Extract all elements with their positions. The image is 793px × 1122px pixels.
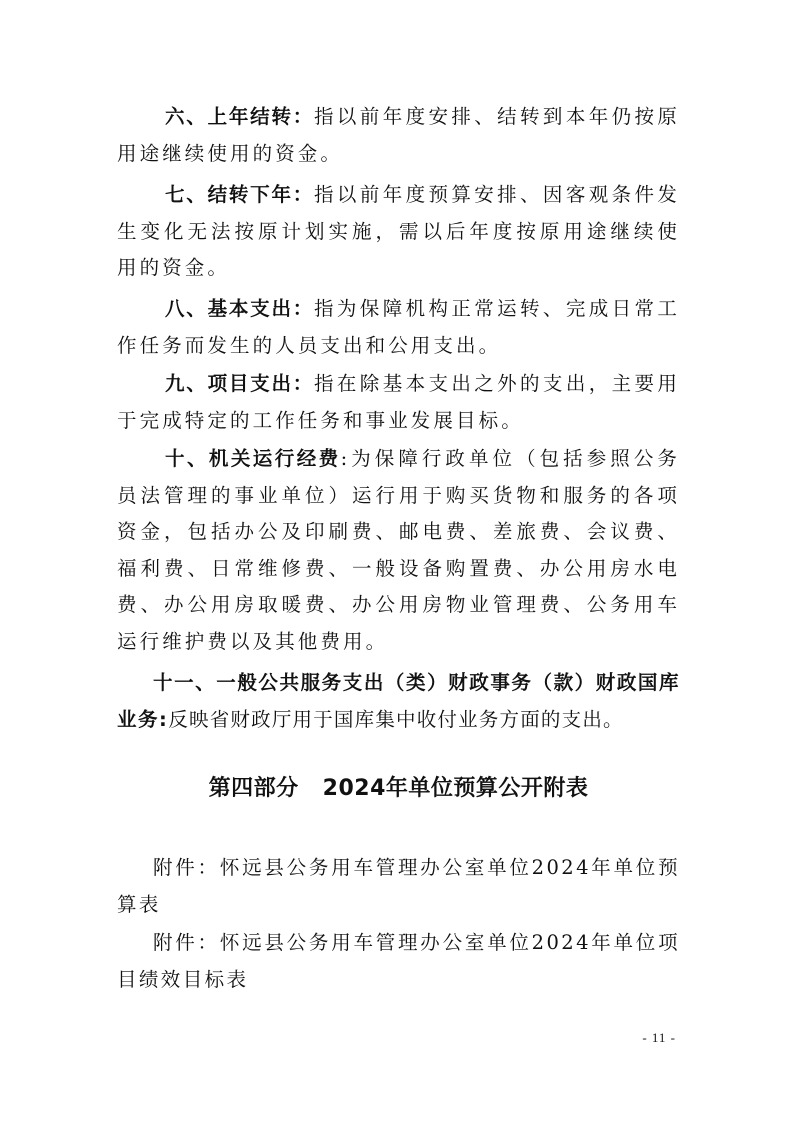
attachment-item: 附件：怀远县公务用车管理办公室单位2024年单位预算表 bbox=[117, 856, 680, 916]
definition-text: 指以前年度预算安排、因客观条件发生变化无法按原计划实施，需以后年度按原用途继续使用的资金。 bbox=[117, 183, 680, 279]
definition-text: 指为保障机构正常运转、完成日常工作任务而发生的人员支出和公用支出。 bbox=[117, 297, 680, 357]
page-number: - 11 - bbox=[642, 1030, 676, 1045]
definition-paragraph bbox=[117, 665, 680, 738]
definition-paragraph bbox=[117, 441, 680, 660]
definition-text: 指在除基本支出之外的支出，主要用于完成特定的工作任务和事业发展目标。 bbox=[117, 372, 680, 432]
definition-text: 指以前年度安排、结转到本年仍按原用途继续使用的资金。 bbox=[117, 105, 680, 165]
attachment-item: 附件：怀远县公务用车管理办公室单位2024年单位项目绩效目标表 bbox=[117, 931, 680, 991]
definition-term: 十、机关运行经费 bbox=[165, 447, 341, 470]
section-title: 2024年单位预算公开附表 bbox=[322, 776, 589, 801]
definition-paragraph bbox=[117, 99, 680, 172]
definition-term: 十一、一般公共服务支出（类）财政事务（款）财政国库业务: bbox=[117, 671, 680, 731]
section-heading bbox=[117, 773, 680, 805]
definition-text: 反映省财政厅用于国库集中收付业务方面的支出。 bbox=[168, 707, 624, 731]
definition-term: 九、项目支出： bbox=[165, 372, 315, 395]
definition-term: 八、基本支出： bbox=[165, 297, 315, 320]
definition-term: 六、上年结转： bbox=[165, 105, 315, 128]
section-part-label: 第四部分 bbox=[208, 776, 299, 801]
definition-paragraph bbox=[117, 366, 680, 439]
definition-paragraph bbox=[117, 177, 680, 287]
definition-term: 七、结转下年： bbox=[165, 183, 315, 206]
definition-paragraph bbox=[117, 291, 680, 364]
definition-text: :为保障行政单位（包括参照公务员法管理的事业单位）运行用于购买货物和服务的各项资金，包括办公及印刷费、邮电费、差旅费、会议费、福利费、日常维修费、一般设备购置费、办公用房水电费、办公用房取暖费、办公用房物业管理费、公务用车运行维护费以及其他费用。 bbox=[117, 447, 680, 653]
